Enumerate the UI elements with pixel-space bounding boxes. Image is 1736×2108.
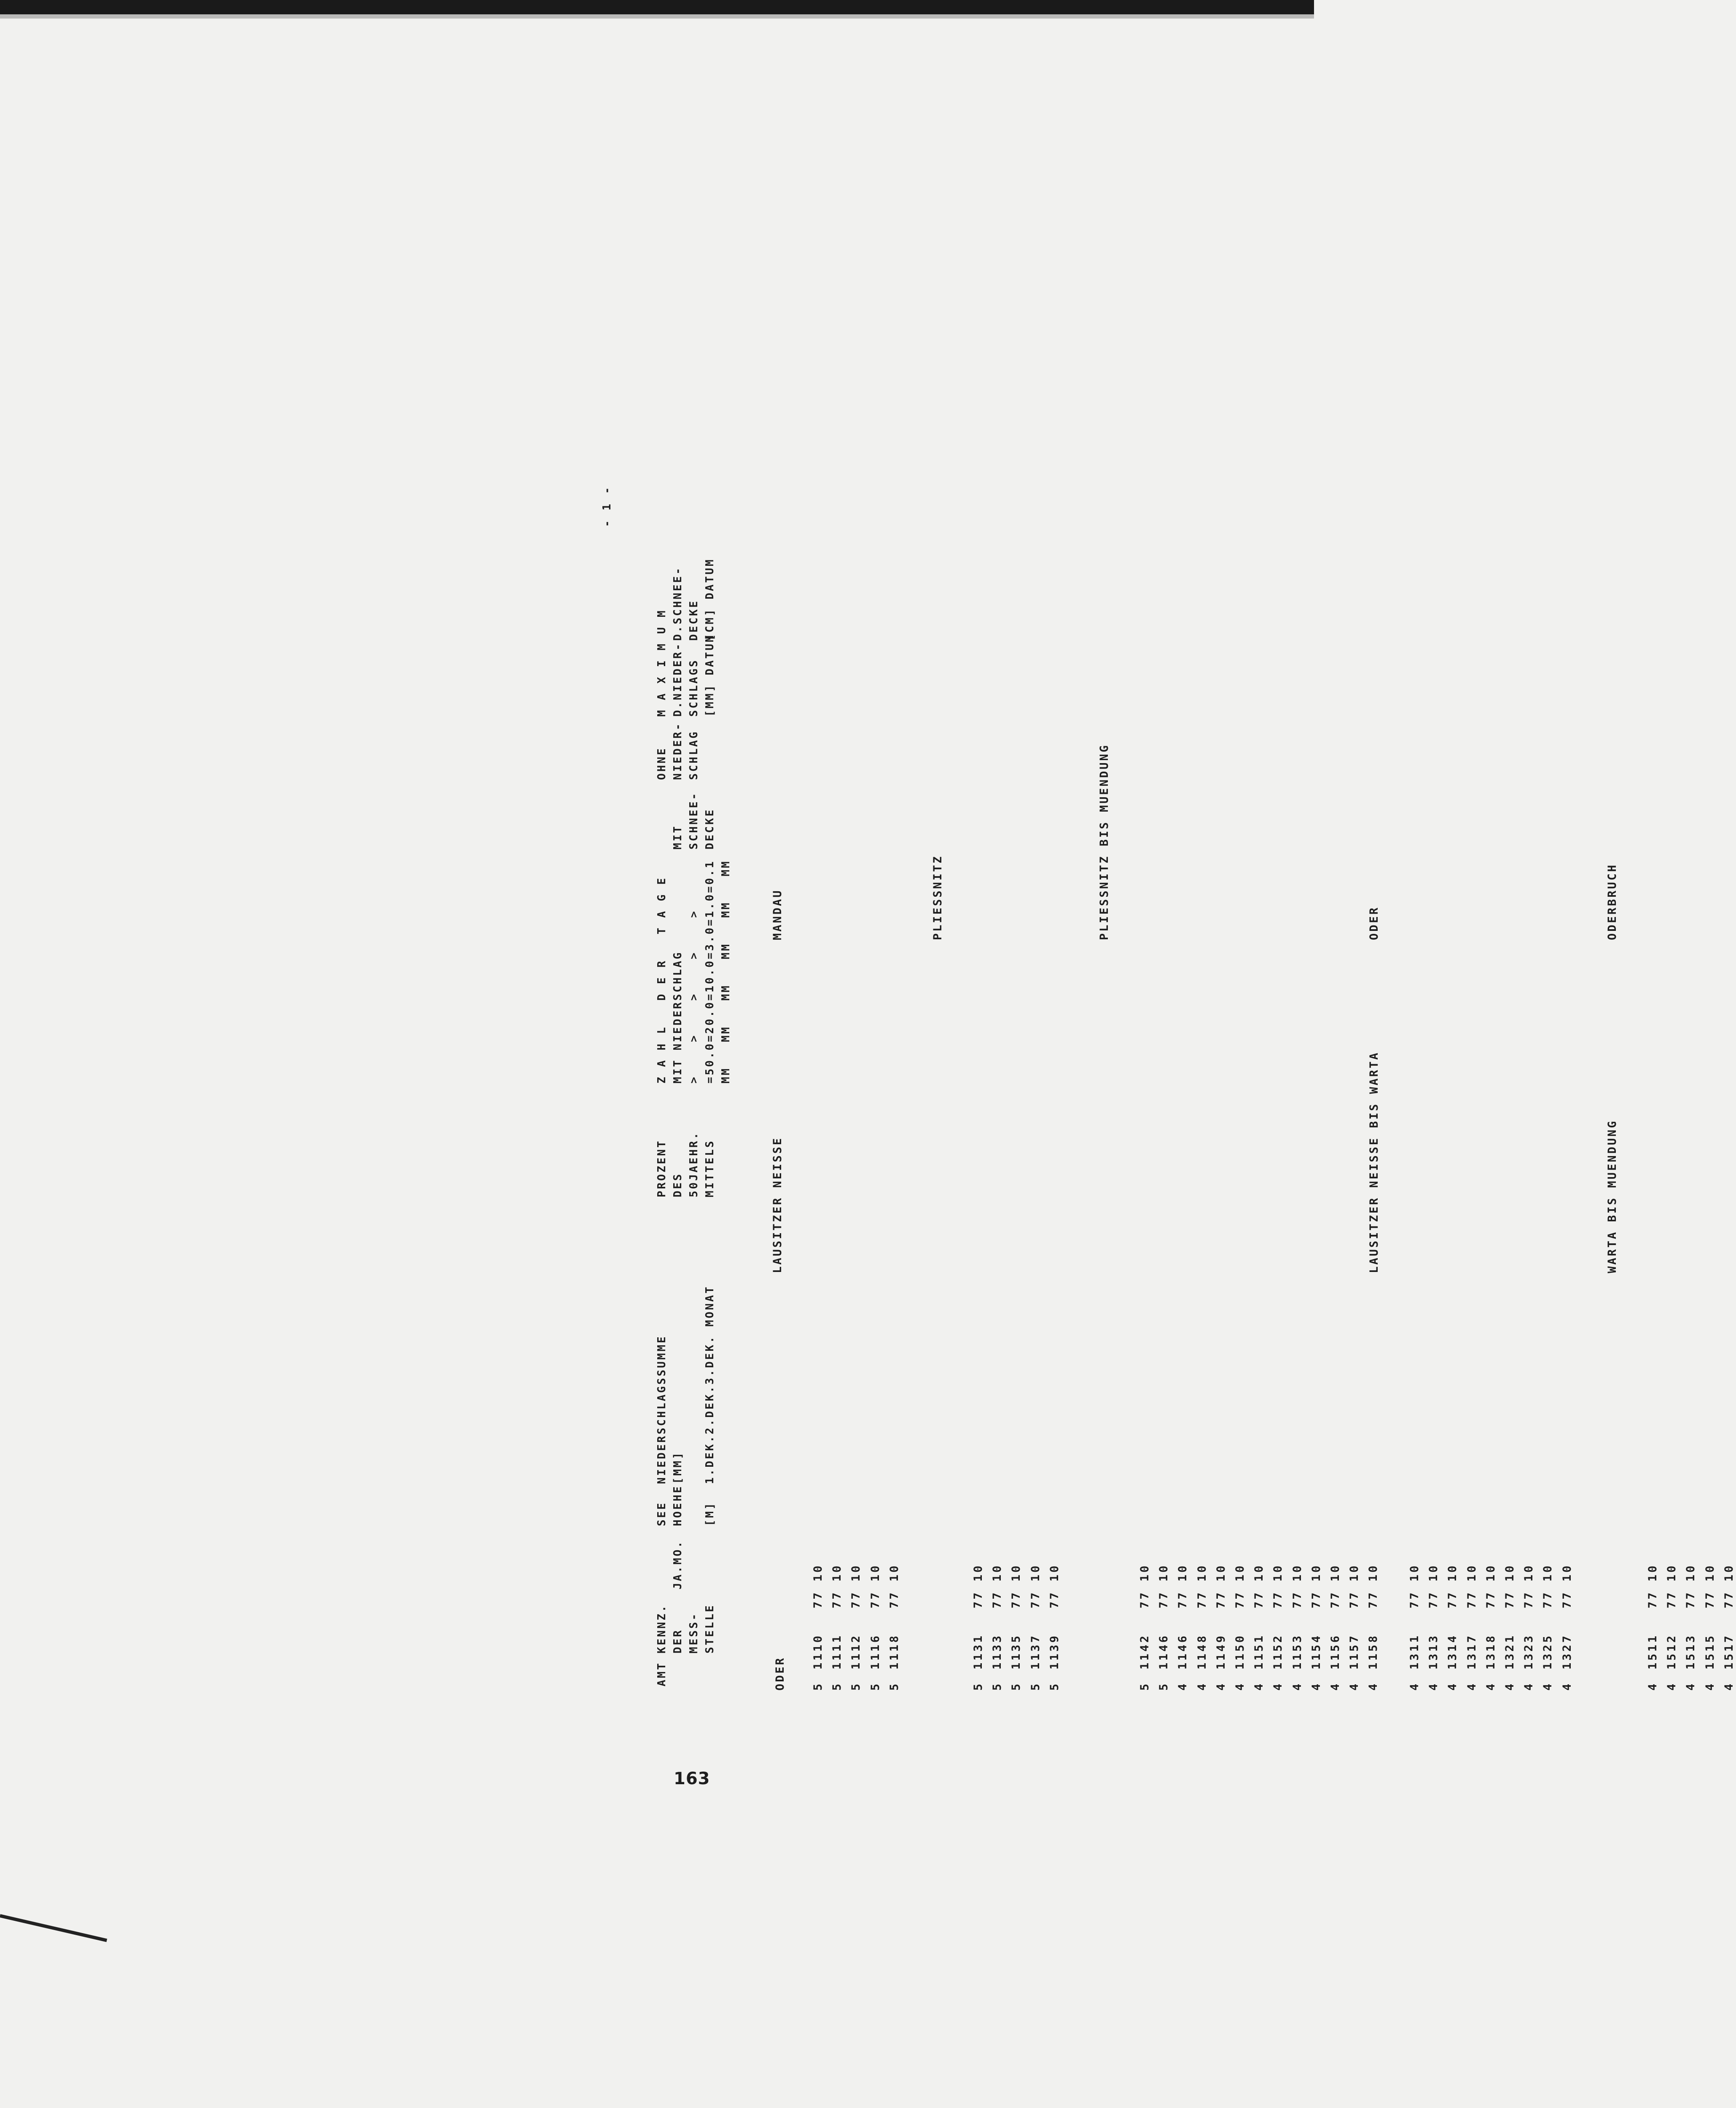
kennz-cell: 1151 <box>1252 1633 1266 1670</box>
kennz-cell: 1517 <box>1722 1633 1736 1670</box>
header-zahl-line-5: MM MM MM MM MM MM <box>720 860 732 1084</box>
jamo-cell: 77 10 <box>1427 1563 1440 1608</box>
amt-cell: 4 <box>1684 1681 1698 1691</box>
amt-cell: 4 <box>1446 1681 1459 1691</box>
page-number: 163 <box>674 1769 710 1788</box>
header-c4-line-1: SEE <box>656 1501 668 1526</box>
header-max1-line-3: SCHLAGS <box>688 659 700 717</box>
jamo-cell: 77 10 <box>991 1563 1004 1608</box>
scan-top-edge <box>0 0 1314 14</box>
basin-label: ODER <box>774 1656 787 1691</box>
scan-corner-mark <box>0 1914 107 1942</box>
kennz-cell: 1137 <box>1029 1633 1042 1670</box>
jamo-cell: 77 10 <box>1484 1563 1497 1608</box>
jamo-cell: 77 10 <box>812 1563 825 1608</box>
rotated-table <box>0 186 1736 1703</box>
header-c3-line-2: JA.MO. <box>672 1540 684 1589</box>
header-max1-line-4: [MM] DATUM <box>704 634 716 717</box>
amt-cell: 5 <box>1010 1681 1023 1691</box>
station-label: PLIESSNITZ BIS MUENDUNG <box>1098 744 1111 940</box>
kennz-cell: 1512 <box>1665 1633 1679 1670</box>
kennz-cell: 1511 <box>1646 1633 1659 1670</box>
amt-cell: 5 <box>1029 1681 1042 1691</box>
amt-cell: 4 <box>1703 1681 1717 1691</box>
station-label: ODERBRUCH <box>1606 863 1619 940</box>
header-pr-line-1: PROZENT <box>656 1139 668 1197</box>
kennz-cell: 1323 <box>1522 1633 1536 1670</box>
kennz-cell: 1149 <box>1214 1633 1228 1670</box>
amt-cell: 4 <box>1214 1681 1228 1691</box>
jamo-cell: 77 10 <box>1233 1563 1247 1608</box>
jamo-cell: 77 10 <box>1290 1563 1304 1608</box>
header-c2-line-2: DER <box>672 1629 684 1654</box>
amt-cell: 5 <box>1138 1681 1151 1691</box>
amt-cell: 5 <box>1048 1681 1061 1691</box>
header-zahl-line-4: =50.0=20.0=10.0=3.0=1.0=0.1 <box>704 860 716 1084</box>
header-pr-line-3: 50JAEHR. <box>688 1131 700 1197</box>
kennz-cell: 1152 <box>1271 1633 1285 1670</box>
kennz-cell: 1515 <box>1703 1633 1717 1670</box>
amt-cell: 4 <box>1309 1681 1323 1691</box>
jamo-cell: 77 10 <box>1252 1563 1266 1608</box>
jamo-cell: 77 10 <box>830 1563 844 1608</box>
amt-cell: 4 <box>1348 1681 1361 1691</box>
jamo-cell: 77 10 <box>1665 1563 1679 1608</box>
jamo-cell: 77 10 <box>1465 1563 1478 1608</box>
river-label: LAUSITZER NEISSE BIS WARTA <box>1368 1051 1381 1273</box>
amt-cell: 4 <box>1522 1681 1536 1691</box>
jamo-cell: 77 10 <box>1271 1563 1285 1608</box>
jamo-cell: 77 10 <box>1348 1563 1361 1608</box>
jamo-cell: 77 10 <box>1309 1563 1323 1608</box>
amt-cell: 5 <box>991 1681 1004 1691</box>
station-label: ODER <box>1368 906 1381 940</box>
header-zahl-line-3: > > > > > <box>688 909 700 1084</box>
amt-cell: 4 <box>1484 1681 1497 1691</box>
amt-cell: 4 <box>1646 1681 1659 1691</box>
kennz-cell: 1111 <box>830 1633 844 1670</box>
scan-edge-shadow <box>0 14 1314 19</box>
header-mit-line-4: DECKE <box>704 808 716 850</box>
page-marker: - 1 - <box>601 485 613 527</box>
amt-cell: 4 <box>1427 1681 1440 1691</box>
jamo-cell: 77 10 <box>1176 1563 1190 1608</box>
jamo-cell: 77 10 <box>887 1563 901 1608</box>
jamo-cell: 77 10 <box>1329 1563 1342 1608</box>
jamo-cell: 77 10 <box>1722 1563 1736 1608</box>
header-zahl-line-2: MIT NIEDERSCHLAG <box>672 951 684 1084</box>
jamo-cell: 77 10 <box>1446 1563 1459 1608</box>
header-pr-line-4: MITTELS <box>704 1139 716 1197</box>
jamo-cell: 77 10 <box>1541 1563 1555 1608</box>
kennz-cell: 1314 <box>1446 1633 1459 1670</box>
jamo-cell: 77 10 <box>1195 1563 1209 1608</box>
amt-cell: 5 <box>849 1681 863 1691</box>
kennz-cell: 1318 <box>1484 1633 1497 1670</box>
header-mit-line-2: MIT <box>672 825 684 850</box>
amt-cell: 4 <box>1665 1681 1679 1691</box>
kennz-cell: 1131 <box>972 1633 985 1670</box>
station-label: PLIESSNITZ <box>931 855 944 940</box>
kennz-cell: 1153 <box>1290 1633 1304 1670</box>
header-max2-line-4: [CM] DATUM <box>704 558 716 641</box>
jamo-cell: 77 10 <box>1684 1563 1698 1608</box>
amt-cell: 4 <box>1176 1681 1190 1691</box>
amt-cell: 5 <box>972 1681 985 1691</box>
amt-cell: 4 <box>1465 1681 1478 1691</box>
amt-cell: 4 <box>1233 1681 1247 1691</box>
amt-cell: 4 <box>1252 1681 1266 1691</box>
station-label: MANDAU <box>771 889 784 940</box>
header-c2-line-1: KENNZ. <box>656 1604 668 1654</box>
kennz-cell: 1313 <box>1427 1633 1440 1670</box>
jamo-cell: 77 10 <box>1048 1563 1061 1608</box>
amt-cell: 5 <box>868 1681 882 1691</box>
kennz-cell: 1150 <box>1233 1633 1247 1670</box>
jamo-cell: 77 10 <box>1703 1563 1717 1608</box>
kennz-cell: 1146 <box>1157 1633 1171 1670</box>
kennz-cell: 1148 <box>1195 1633 1209 1670</box>
amt-cell: 4 <box>1290 1681 1304 1691</box>
amt-cell: 4 <box>1271 1681 1285 1691</box>
kennz-cell: 1116 <box>868 1633 882 1670</box>
amt-cell: 4 <box>1329 1681 1342 1691</box>
jamo-cell: 77 10 <box>1522 1563 1536 1608</box>
kennz-cell: 1154 <box>1309 1633 1323 1670</box>
jamo-cell: 77 10 <box>1560 1563 1574 1608</box>
kennz-cell: 1317 <box>1465 1633 1478 1670</box>
jamo-cell: 77 10 <box>1646 1563 1659 1608</box>
jamo-cell: 77 10 <box>1367 1563 1380 1608</box>
kennz-cell: 1157 <box>1348 1633 1361 1670</box>
kennz-cell: 1118 <box>887 1633 901 1670</box>
header-max1-line-1: M A X I M U M <box>656 609 668 717</box>
kennz-cell: 1158 <box>1367 1633 1380 1670</box>
header-nd-line-1: NIEDERSCHLAGSSUMME <box>656 1335 668 1484</box>
kennz-cell: 1156 <box>1329 1633 1342 1670</box>
amt-cell: 4 <box>1560 1681 1574 1691</box>
amt-cell: 4 <box>1541 1681 1555 1691</box>
header-c2-line-4: STELLE <box>704 1604 716 1654</box>
kennz-cell: 1139 <box>1048 1633 1061 1670</box>
kennz-cell: 1110 <box>812 1633 825 1670</box>
amt-cell: 4 <box>1408 1681 1421 1691</box>
header-c2-line-3: MESS- <box>688 1612 700 1654</box>
header-zahl-line-1: Z A H L D E R T A G E <box>656 876 668 1084</box>
river-label: LAUSITZER NEISSE <box>771 1136 784 1273</box>
jamo-cell: 77 10 <box>1157 1563 1171 1608</box>
kennz-cell: 1321 <box>1503 1633 1516 1670</box>
amt-cell: 5 <box>887 1681 901 1691</box>
jamo-cell: 77 10 <box>1408 1563 1421 1608</box>
header-max1-line-2: D.NIEDER- <box>672 642 684 717</box>
kennz-cell: 1112 <box>849 1633 863 1670</box>
kennz-cell: 1327 <box>1560 1633 1574 1670</box>
kennz-cell: 1311 <box>1408 1633 1421 1670</box>
jamo-cell: 77 10 <box>849 1563 863 1608</box>
header-c4-line-4: [M] <box>704 1501 716 1526</box>
jamo-cell: 77 10 <box>1029 1563 1042 1608</box>
jamo-cell: 77 10 <box>1214 1563 1228 1608</box>
header-pr-line-2: DES <box>672 1172 684 1197</box>
kennz-cell: 1146 <box>1176 1633 1190 1670</box>
jamo-cell: 77 10 <box>868 1563 882 1608</box>
header-max2-line-3: DECKE <box>688 599 700 641</box>
kennz-cell: 1135 <box>1010 1633 1023 1670</box>
header-ohne-line-1: OHNE <box>656 747 668 780</box>
header-nd-line-4: 1.DEK.2.DEK.3.DEK. MONAT <box>704 1285 716 1484</box>
kennz-cell: 1513 <box>1684 1633 1698 1670</box>
amt-cell: 4 <box>1367 1681 1380 1691</box>
jamo-cell: 77 10 <box>1010 1563 1023 1608</box>
amt-cell: 4 <box>1722 1681 1736 1691</box>
header-c4-line-2: HOEHE <box>672 1484 684 1526</box>
jamo-cell: 77 10 <box>1503 1563 1516 1608</box>
amt-cell: 4 <box>1195 1681 1209 1691</box>
header-ohne-line-3: SCHLAG <box>688 730 700 780</box>
jamo-cell: 77 10 <box>1138 1563 1151 1608</box>
amt-cell: 4 <box>1503 1681 1516 1691</box>
river-label: WARTA BIS MUENDUNG <box>1606 1119 1619 1273</box>
kennz-cell: 1142 <box>1138 1633 1151 1670</box>
kennz-cell: 1133 <box>991 1633 1004 1670</box>
header-mit-line-3: SCHNEE- <box>688 791 700 850</box>
header-ohne-line-2: NIEDER- <box>672 722 684 780</box>
header-nd-line-2: [MM] <box>672 1451 684 1484</box>
kennz-cell: 1325 <box>1541 1633 1555 1670</box>
header-max2-line-2: D.SCHNEE- <box>672 566 684 641</box>
amt-cell: 5 <box>812 1681 825 1691</box>
header-c1-line-1: AMT <box>656 1662 668 1686</box>
jamo-cell: 77 10 <box>972 1563 985 1608</box>
amt-cell: 5 <box>830 1681 844 1691</box>
amt-cell: 5 <box>1157 1681 1171 1691</box>
